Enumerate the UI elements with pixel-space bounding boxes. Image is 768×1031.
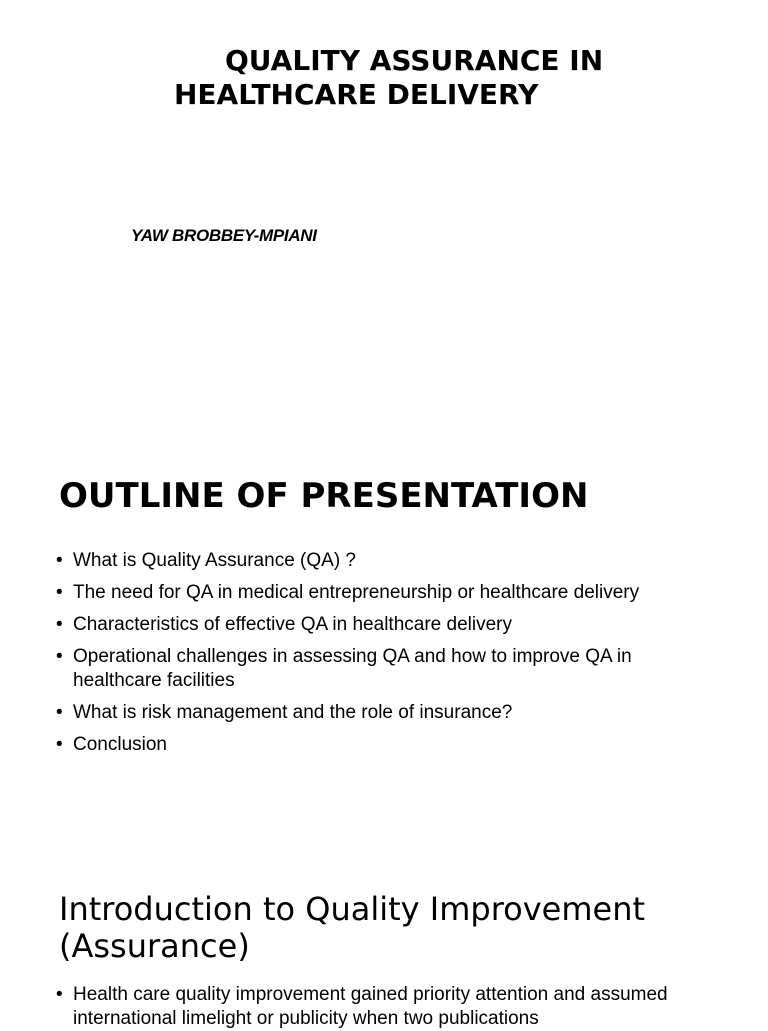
bullet-icon: • [56, 984, 63, 1005]
outline-list [56, 549, 716, 765]
intro-heading: Introduction to Quality Improvement (Assurance) [59, 890, 646, 965]
author-name: YAW BROBBEY-MPIANI [131, 226, 317, 245]
presentation-title-line-1: QUALITY ASSURANCE IN [225, 44, 604, 77]
outline-item-text: Conclusion [73, 734, 167, 755]
bullet-icon: • [56, 550, 63, 571]
outline-item [56, 645, 716, 693]
outline-item-text: Operational challenges in assessing QA and how to improve QA in healthcare facilities [73, 646, 632, 691]
bullet-icon: • [56, 582, 63, 603]
presentation-title-line-2: HEALTHCARE DELIVERY [174, 78, 539, 111]
outline-item [56, 613, 716, 637]
outline-item [56, 581, 716, 605]
outline-item-text: What is risk management and the role of insurance? [73, 702, 513, 723]
bullet-icon: • [56, 702, 63, 723]
outline-item-text: Characteristics of effective QA in healthcare delivery [73, 614, 512, 635]
intro-item-text: Health care quality improvement gained priority attention and assumed international limelight or publicity when two publications [73, 984, 668, 1029]
bullet-icon: • [56, 734, 63, 755]
outline-item-text: What is Quality Assurance (QA) ? [73, 550, 356, 571]
bullet-icon: • [56, 614, 63, 635]
outline-item-text: The need for QA in medical entrepreneurship or healthcare delivery [73, 582, 640, 603]
bullet-icon: • [56, 646, 63, 667]
outline-heading: OUTLINE OF PRESENTATION [59, 476, 589, 516]
outline-item [56, 701, 716, 725]
outline-item [56, 549, 716, 573]
outline-item [56, 733, 716, 757]
